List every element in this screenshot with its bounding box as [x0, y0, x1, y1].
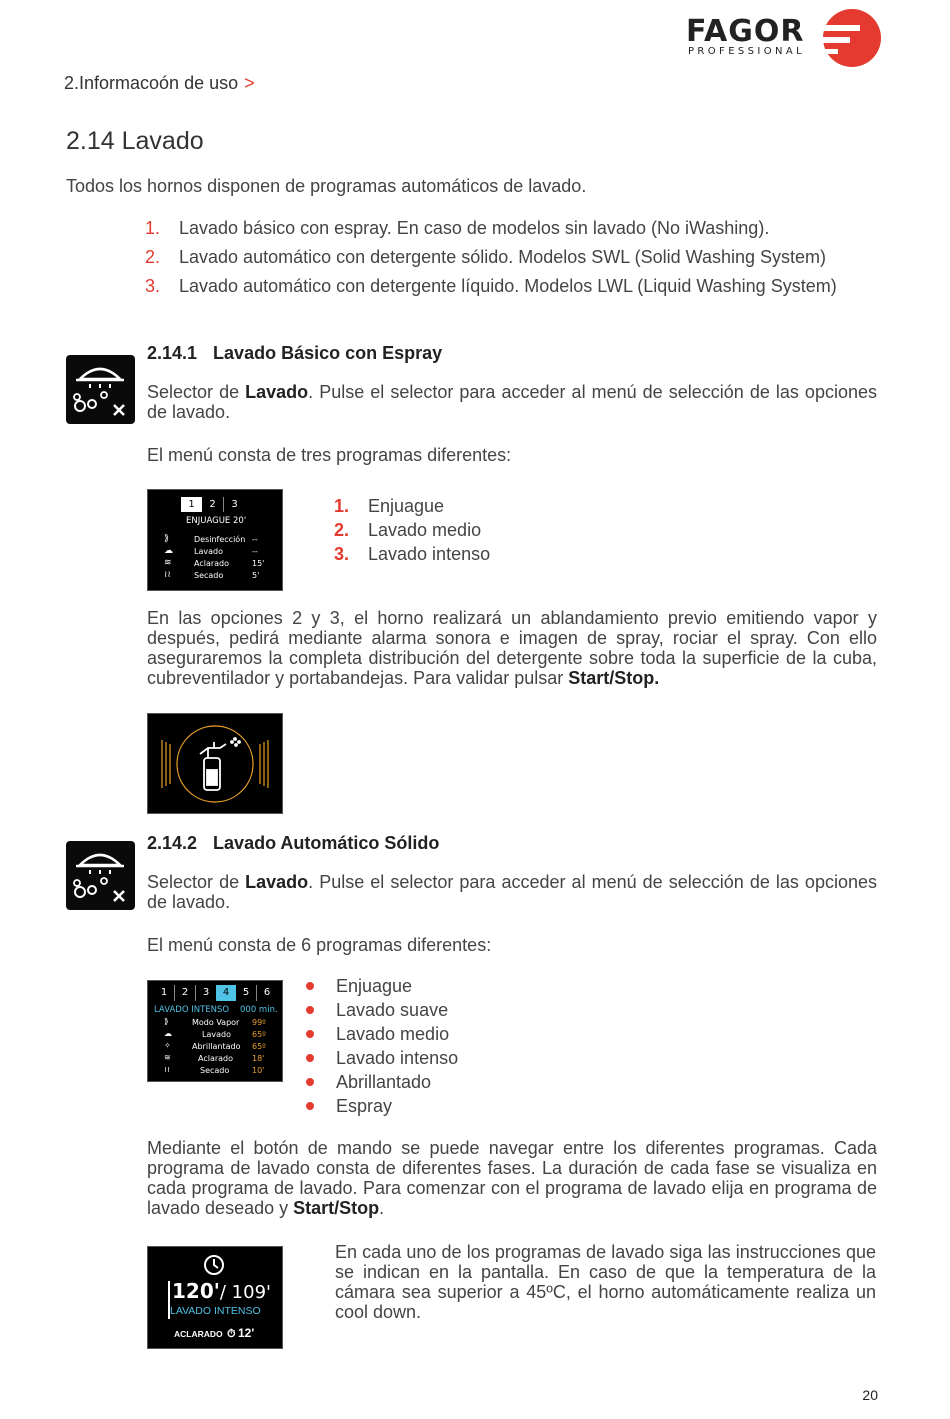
screen-row: Modo Vapor 99º [192, 1018, 266, 1027]
list-item: 3. Lavado automático con detergente líquido. Modelos LWL (Liquid Washing System) [145, 276, 837, 296]
breadcrumb[interactable] [64, 73, 255, 94]
rinse-icon: ≋ [164, 1053, 171, 1062]
timer-icon: ⏱ [227, 1328, 236, 1340]
brand-subtitle: PROFESSIONAL [688, 46, 806, 57]
program-name: LAVADO INTENSO [170, 1305, 261, 1317]
list-item: 3. Lavado intenso [334, 544, 491, 564]
list-item: Lavado medio [306, 1022, 458, 1046]
fagor-logo [686, 8, 886, 70]
spray-bottle-icon [200, 738, 240, 790]
list-item: 2. Lavado medio [334, 520, 482, 540]
screen-duration: 000 min. [240, 1005, 278, 1015]
screen-row: Aclarado 15' [194, 559, 265, 568]
dry-icon: ≀≀ [164, 570, 171, 580]
screen-row: Desinfección -- [194, 535, 258, 544]
remaining-time: 120'/ 109' [172, 1279, 271, 1303]
dry-icon: ≀≀ [164, 1065, 170, 1074]
screen-header: LAVADO INTENSO [154, 1005, 230, 1015]
tab-2: 2 [175, 985, 196, 1001]
section-heading-2-14-1: 2.14.1 Lavado Básico con Espray [147, 343, 443, 363]
rinse-aid-icon: ✧ [164, 1041, 171, 1050]
s1-menu-intro: El menú consta de tres programas diferentes: [147, 445, 512, 465]
screen-row: Secado 10' [200, 1066, 265, 1075]
tab-1: 1 [154, 985, 175, 1001]
list-item: Espray [306, 1094, 458, 1118]
breadcrumb-separator: > [244, 73, 255, 93]
s2-cool-down-text: En cada uno de los programas de lavado siga las instrucciones que se indican en la pantalla. En caso de que la temperatura de la cámara sea superior a 45ºC, el horno automáticamente realiza un cool down. [335, 1242, 876, 1322]
list-item: 2. Lavado automático con detergente sólido. Modelos SWL (Solid Washing System) [145, 247, 826, 267]
steam-icon: ⟫ [164, 1017, 169, 1026]
s1-description: En las opciones 2 y 3, el horno realizará un ablandamiento previo emitiendo vapor y después, pedirá mediante alarma sonora e imagen de spray, rociar el spray. Con ello aseguraremos la completa distribución del detergente sobre toda la superficie de la cuba, cubreventilador y portabandejas. Para validar pulsar Start/Stop. [147, 608, 877, 688]
page-number: 20 [862, 1387, 878, 1403]
list-item: Lavado intenso [306, 1046, 458, 1070]
phase-row: ACLARADO ⏱ 12' [174, 1326, 255, 1340]
screen-row: Aclarado 18' [198, 1054, 265, 1063]
s2-program-list [306, 974, 458, 1118]
page-title: 2.14 Lavado [66, 127, 204, 155]
clock-icon [202, 1253, 226, 1277]
wash-selector-icon [66, 355, 135, 424]
list-item: 1. Enjuague [334, 496, 445, 516]
tab-4: 4 [216, 985, 236, 1001]
s1-program-list [334, 494, 490, 566]
wash-icon: ☁ [164, 1029, 172, 1038]
s2-selector-text: Selector de Lavado. Pulse el selector para acceder al menú de selección de las opciones de lavado. [147, 872, 877, 912]
rinse-icon: ≋ [164, 558, 172, 568]
list-item: Lavado suave [306, 998, 458, 1022]
tab-6: 6 [263, 987, 271, 998]
steam-icon: ⟫ [164, 534, 170, 544]
tab-3: 3 [231, 499, 238, 510]
tab-2: 2 [202, 497, 224, 512]
wash-selector-icon [66, 841, 135, 910]
list-item: 1. Lavado básico con espray. En caso de modelos sin lavado (No iWashing). [145, 218, 770, 238]
section-heading-2-14-2: 2.14.2 Lavado Automático Sólido [147, 833, 440, 853]
screen-row: Secado 5' [194, 571, 260, 580]
tab-5: 5 [236, 985, 257, 1001]
wash-icon: ☁ [164, 546, 173, 556]
list-item: Abrillantado [306, 1070, 458, 1094]
intensive-wash-screen [147, 980, 283, 1082]
screen-header: ENJUAGUE 20' [186, 516, 247, 526]
s1-selector-text: Selector de Lavado. Pulse el selector para acceder al menú de selección de las opciones de lavado. [147, 382, 877, 422]
spray-prompt-screen [147, 713, 283, 814]
breadcrumb-text[interactable]: 2.Informacoón de uso [64, 73, 239, 93]
tab-1: 1 [181, 497, 202, 512]
s2-description: Mediante el botón de mando se puede navegar entre los diferentes programas. Cada programa de lavado consta de diferentes fases. La duración de cada fase se visualiza en cada programa de lavado. Para comenzar con el programa de lavado elija en programa de lavado deseado y Start/Stop. [147, 1138, 877, 1218]
screen-row: Lavado -- [194, 547, 258, 556]
tab-3: 3 [202, 987, 210, 998]
screen-row: Abrillantado 65º [192, 1042, 266, 1051]
s2-menu-intro: El menú consta de 6 programas diferentes: [147, 935, 492, 955]
intro-list [145, 216, 837, 303]
fagor-emblem-icon [820, 8, 884, 68]
list-item: Enjuague [306, 974, 458, 998]
intro-text: Todos los hornos disponen de programas automáticos de lavado. [66, 176, 587, 196]
brand-name: FAGOR [686, 14, 805, 49]
wash-timer-screen [147, 1246, 283, 1349]
rinse-menu-screen [147, 489, 283, 591]
screen-row: Lavado 65º [202, 1030, 266, 1039]
